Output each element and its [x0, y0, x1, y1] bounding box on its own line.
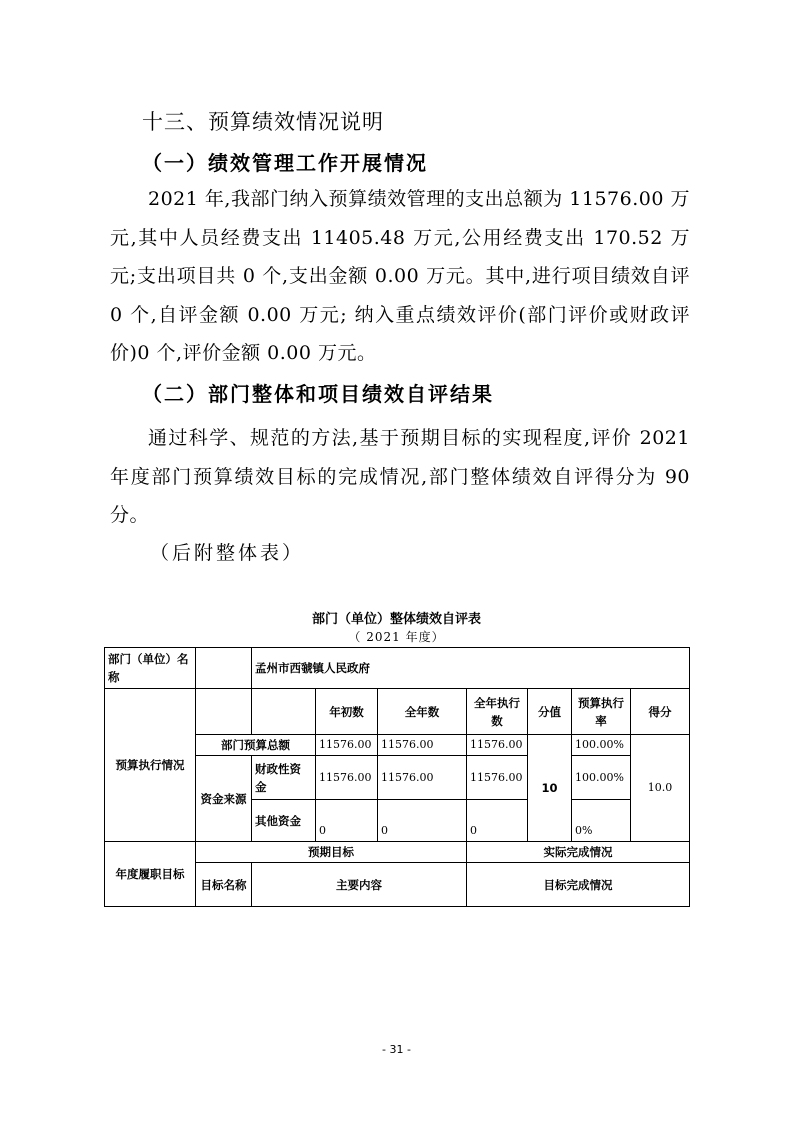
- source-label: 资金来源: [196, 756, 252, 842]
- row-total-label: 部门预算总额: [196, 735, 316, 756]
- expected-goal-header: 预期目标: [196, 842, 467, 863]
- other-full-year: 0: [378, 800, 467, 842]
- unit-name: 孟州市西虢镇人民政府: [252, 648, 690, 689]
- table-row: [105, 842, 690, 863]
- page-number: - 31 -: [382, 1043, 411, 1056]
- row-fiscal-label: 财政性资金: [252, 756, 316, 800]
- header-initial: 年初数: [316, 689, 378, 735]
- other-initial: 0: [316, 800, 378, 842]
- fiscal-executed: 11576.00: [467, 756, 528, 800]
- subsection-title-1: （一）绩效管理工作开展情况: [142, 151, 428, 175]
- fiscal-full-year: 11576.00: [378, 756, 467, 800]
- target-completion-header: 目标完成情况: [467, 863, 690, 907]
- paragraph-2: [110, 419, 690, 535]
- empty-cell: [252, 689, 316, 735]
- exec-label: 预算执行情况: [105, 689, 196, 842]
- other-rate: 0%: [572, 800, 631, 842]
- paragraph-1-text: 2021 年,我部门纳入预算绩效管理的支出总额为 11576.00 万元,其中人员经费支出 11405.48 万元,公用经费支出 170.52 万元;支出项目共 0 个,支出金额 0.00 万元。其中,进行项目绩效自评 0 个,自评金额 0.00 万元; 纳入重点绩效评价(部门评价或财政评价)0 个,评价金额 0.00 万元。: [110, 188, 690, 364]
- total-executed: 11576.00: [467, 735, 528, 756]
- total-full-year: 11576.00: [378, 735, 467, 756]
- header-score-value: 分值: [528, 689, 572, 735]
- table-row: [105, 689, 690, 735]
- table-row: [105, 648, 690, 689]
- total-rate: 100.00%: [572, 735, 631, 756]
- actual-completion-header: 实际完成情况: [467, 842, 690, 863]
- score: 10.0: [631, 735, 690, 842]
- header-score: 得分: [631, 689, 690, 735]
- appendix-note: （后附整体表）: [150, 542, 305, 564]
- other-executed: 0: [467, 800, 528, 842]
- goal-label: 年度履职目标: [105, 842, 196, 907]
- unit-label: 部门（单位）名称: [105, 648, 196, 689]
- empty-cell: [196, 689, 252, 735]
- fiscal-rate: 100.00%: [572, 756, 631, 800]
- subsection-title-2: （二）部门整体和项目绩效自评结果: [142, 382, 494, 406]
- score-value: 10: [528, 735, 572, 842]
- paragraph-2-text: 通过科学、规范的方法,基于预期目标的实现程度,评价 2021 年度部门预算绩效目标的完成情况,部门整体绩效自评得分为 90 分。: [110, 427, 690, 526]
- row-other-label: 其他资金: [252, 800, 316, 842]
- paragraph-1: [110, 180, 690, 373]
- evaluation-table: [104, 647, 690, 907]
- empty-cell: [196, 648, 252, 689]
- section-heading: 十三、预算绩效情况说明: [142, 110, 384, 134]
- fiscal-initial: 11576.00: [316, 756, 378, 800]
- table-subtitle: （ 2021 年度）: [348, 630, 445, 644]
- header-full-year: 全年数: [378, 689, 467, 735]
- main-content-header: 主要内容: [252, 863, 467, 907]
- header-exec-rate: 预算执行率: [572, 689, 631, 735]
- table-title: 部门（单位）整体绩效自评表: [311, 612, 481, 627]
- total-initial: 11576.00: [316, 735, 378, 756]
- target-name-header: 目标名称: [196, 863, 252, 907]
- header-executed: 全年执行数: [467, 689, 528, 735]
